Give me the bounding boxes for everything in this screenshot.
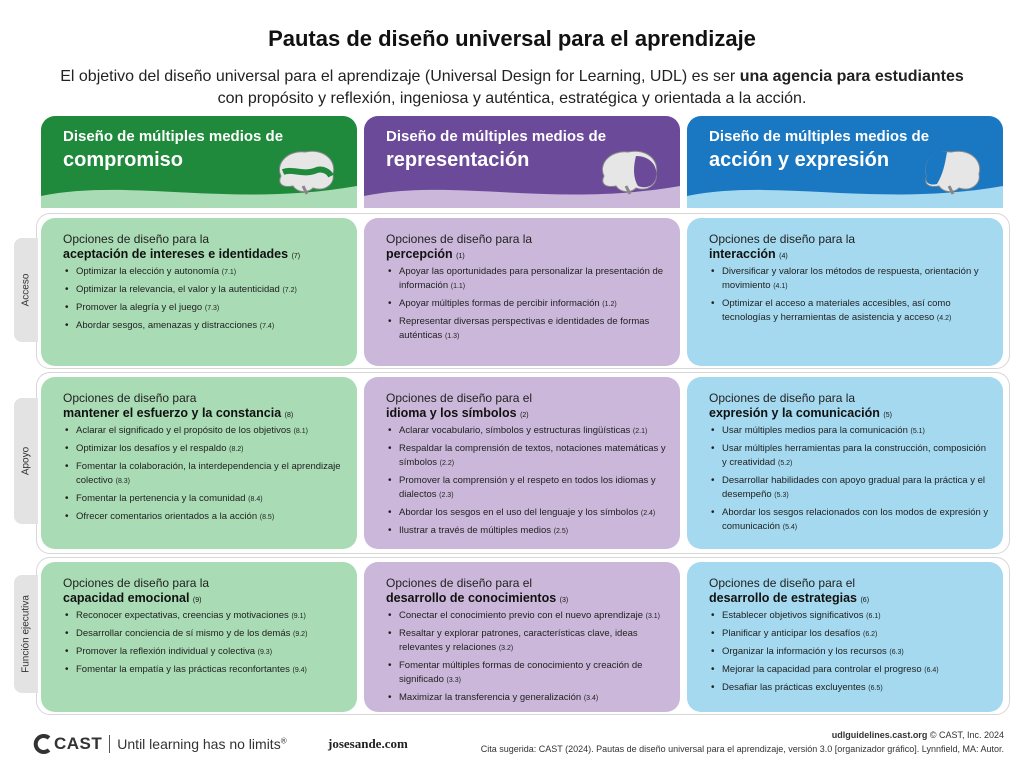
card-heading-text: percepción [386,247,453,261]
checkpoint-code: (6.3) [889,649,904,656]
checkpoint-text: Apoyar múltiples formas de percibir información [399,298,600,309]
checkpoint-code: (1.1) [450,283,466,290]
card-heading [386,406,670,420]
column-header-compromiso [41,116,357,208]
checkpoint-list [386,609,670,706]
checkpoint-item [63,510,347,525]
source-url[interactable]: udlguidelines.cast.org [831,730,928,740]
card-heading-number: (1) [456,253,465,260]
checkpoint-item [709,506,993,535]
card-heading [63,247,347,261]
card-heading-text: desarrollo de estrategias [709,591,857,605]
checkpoint-item [709,627,993,642]
card-heading-number: (5) [883,412,892,419]
checkpoint-text: Fomentar la colaboración, la interdependencia y el aprendizaje colectivo [76,461,341,486]
card-heading-number: (8) [284,412,294,419]
checkpoint-text: Abordar los sesgos relacionados con los modos de expresión y comunicación [722,507,989,532]
card-heading [63,406,347,420]
guideline-card-conocimientos [364,562,680,712]
checkpoint-text: Representar diversas perspectivas e identidades de formas auténticas [399,316,650,341]
row-label-apoyo [14,398,38,524]
citation-block [481,728,1004,756]
checkpoint-item [386,474,670,503]
checkpoint-list [386,424,670,539]
card-heading-number: (7) [291,253,301,260]
checkpoint-item [63,645,347,660]
guideline-card-expresion [687,377,1003,549]
card-intro: Opciones de diseño para el [386,391,533,405]
checkpoint-text: Maximizar la transferencia y generalización [399,692,582,703]
brain-icon [919,146,985,196]
row-label-acceso [14,238,38,342]
page-title: Pautas de diseño universal para el aprendizaje [268,26,756,51]
checkpoint-text: Desarrollar habilidades con apoyo gradual para la práctica y el desempeño [722,475,985,500]
checkpoint-item [709,297,993,326]
checkpoint-item [709,442,993,471]
card-heading-number: (9) [192,597,202,604]
checkpoint-code: (2.4) [640,510,656,517]
card-heading [386,247,670,261]
checkpoint-code: (8.4) [248,496,263,503]
card-heading [63,591,347,605]
checkpoint-code: (4.2) [936,315,952,322]
checkpoint-text: Planificar y anticipar los desafíos [722,628,861,639]
subtitle-post: con propósito y reflexión, ingeniosa y auténtica, estratégica y orientada a la acción. [217,90,807,107]
checkpoint-text: Abordar los sesgos en el uso del lenguaje y los símbolos [399,507,639,518]
checkpoint-text: Promover la alegría y el juego [76,302,203,313]
checkpoint-text: Optimizar la relevancia, el valor y la autenticidad [76,284,280,295]
checkpoint-text: Desafiar las prácticas excluyentes [722,682,866,693]
checkpoint-code: (9.1) [291,613,306,620]
checkpoint-code: (3.4) [583,695,599,702]
checkpoint-code: (8.2) [229,446,244,453]
card-heading [709,247,993,261]
column-header-big: representación [386,149,530,171]
column-header-small: Diseño de múltiples medios de [386,128,607,145]
checkpoint-list [709,424,993,535]
card-heading-text: desarrollo de conocimientos [386,591,557,605]
guideline-card-esfuerzo [41,377,357,549]
card-heading-number: (6) [860,597,870,604]
checkpoint-item [386,691,670,706]
copyright: © CAST, Inc. 2024 [929,730,1004,740]
checkpoint-item [63,627,347,642]
checkpoint-text: Diversificar y valorar los métodos de respuesta, orientación y movimiento [722,266,979,291]
checkpoint-item [386,659,670,688]
card-heading [709,591,993,605]
column-header-big: compromiso [63,149,184,171]
checkpoint-item [63,265,347,280]
checkpoint-item [63,460,347,489]
checkpoint-code: (8.3) [115,478,131,485]
card-intro: Opciones de diseño para [63,391,197,405]
card-intro: Opciones de diseño para la [709,391,856,405]
card-heading-number: (4) [779,253,788,260]
citation-text: Cita sugerida: CAST (2024). Pautas de diseño universal para el aprendizaje, versión 3.0 [organizador gráfico]. Lynnfield, MA: Autor. [480,744,1004,754]
checkpoint-list [709,265,993,326]
checkpoint-code: (1.2) [602,301,617,308]
checkpoint-item [386,609,670,624]
checkpoint-item [709,265,993,294]
checkpoint-item [386,524,670,539]
checkpoint-list [709,609,993,696]
checkpoint-list [63,609,347,678]
checkpoint-text: Fomentar la pertenencia y la comunidad [76,493,246,504]
checkpoint-code: (2.2) [439,460,455,467]
checkpoint-item [63,492,347,507]
guideline-card-capacidad-emocional [41,562,357,712]
row-label-funcion-ejecutiva [14,575,38,693]
card-heading-text: capacidad emocional [63,591,190,605]
checkpoint-text: Desarrollar conciencia de sí mismo y de los demás [76,628,291,639]
checkpoint-text: Mejorar la capacidad para controlar el progreso [722,664,922,675]
guideline-card-estrategias [687,562,1003,712]
checkpoint-text: Aclarar vocabulario, símbolos y estructuras lingüísticas [399,425,631,436]
guideline-card-interaccion [687,218,1003,366]
checkpoint-code: (8.5) [259,514,275,521]
card-heading-number: (2) [520,412,529,419]
row-label-text: Acceso [20,273,32,307]
card-heading-text: expresión y la comunicación [709,406,880,420]
row-label-text: Apoyo [20,446,32,476]
checkpoint-item [63,442,347,457]
card-heading [386,591,670,605]
checkpoint-text: Establecer objetivos significativos [722,610,864,621]
checkpoint-item [63,663,347,678]
checkpoint-text: Resaltar y explorar patrones, características clave, ideas relevantes y relaciones [399,628,638,653]
card-intro: Opciones de diseño para la [709,232,856,246]
checkpoint-text: Ofrecer comentarios orientados a la acción [76,511,258,522]
checkpoint-code: (9.2) [293,631,308,638]
checkpoint-item [386,506,670,521]
checkpoint-code: (3.2) [498,645,514,652]
trademark-sign: ® [280,736,287,746]
checkpoint-item [709,681,993,696]
logo-divider [109,735,110,753]
checkpoint-code: (5.2) [777,460,793,467]
checkpoint-code: (7.2) [282,287,297,294]
checkpoint-code: (9.3) [257,649,273,656]
checkpoint-text: Fomentar la empatía y las prácticas reconfortantes [76,664,290,675]
cast-logo [32,732,287,756]
subtitle-bold: una agencia para estudiantes [739,68,964,85]
checkpoint-text: Apoyar las oportunidades para personalizar la presentación de información [399,266,664,291]
checkpoint-item [63,609,347,624]
column-header-big: acción y expresión [709,149,890,171]
checkpoint-item [709,424,993,439]
guideline-card-idioma [364,377,680,549]
checkpoint-item [386,315,670,344]
row-label-text: Función ejecutiva [20,595,32,673]
cast-brand: CAST [54,734,103,753]
checkpoint-code: (8.1) [293,428,308,435]
checkpoint-item [709,663,993,678]
card-intro: Opciones de diseño para el [386,576,533,590]
checkpoint-code: (6.5) [868,685,883,692]
site-credit: josesande.com [328,736,408,751]
checkpoint-text: Usar múltiples herramientas para la construcción, composición y creatividad [722,443,987,468]
checkpoint-item [386,265,670,294]
checkpoint-item [386,627,670,656]
checkpoint-code: (5.4) [782,524,798,531]
checkpoint-code: (3.3) [446,677,461,684]
checkpoint-text: Optimizar la elección y autonomía [76,266,220,277]
checkpoint-text: Optimizar el acceso a materiales accesibles, así como tecnologías y herramientas de asistencia y acceso [722,298,951,323]
card-intro: Opciones de diseño para la [63,232,210,246]
checkpoint-item [63,301,347,316]
card-heading-text: interacción [709,247,776,261]
checkpoint-text: Usar múltiples medios para la comunicación [722,425,908,436]
brain-icon [596,146,662,196]
checkpoint-text: Aclarar el significado y el propósito de los objetivos [76,425,291,436]
checkpoint-item [386,424,670,439]
checkpoint-code: (4.1) [773,283,788,290]
checkpoint-item [386,297,670,312]
checkpoint-code: (5.3) [774,492,789,499]
checkpoint-code: (7.3) [204,305,220,312]
checkpoint-text: Organizar la información y los recursos [722,646,887,657]
cast-logo-icon [32,733,54,755]
cast-tagline [117,736,286,752]
column-header-representacion [364,116,680,208]
checkpoint-text: Promover la comprensión y el respeto en todos los idiomas y dialectos [399,475,656,500]
column-header-accion-expresion [687,116,1003,208]
card-heading-number: (3) [559,597,569,604]
checkpoint-code: (6.2) [862,631,878,638]
cast-tagline-text: Until learning has no limits [117,736,281,752]
checkpoint-text: Abordar sesgos, amenazas y distracciones [76,320,258,331]
checkpoint-code: (6.4) [924,667,939,674]
checkpoint-list [63,265,347,334]
checkpoint-item [386,442,670,471]
checkpoint-item [63,424,347,439]
checkpoint-code: (2.3) [439,492,454,499]
checkpoint-text: Promover la reflexión individual y colectiva [76,646,255,657]
checkpoint-code: (5.1) [910,428,925,435]
checkpoint-code: (9.4) [292,667,307,674]
checkpoint-list [63,424,347,525]
card-intro: Opciones de diseño para la [386,232,533,246]
checkpoint-text: Ilustrar a través de múltiples medios [399,525,552,536]
guideline-card-aceptacion [41,218,357,366]
card-heading [709,406,993,420]
checkpoint-text: Reconocer expectativas, creencias y motivaciones [76,610,289,621]
guideline-card-percepcion [364,218,680,366]
subtitle-pre: El objetivo del diseño universal para el aprendizaje (Universal Design for Learning, UDL) es ser [60,68,740,85]
brain-icon [273,146,339,196]
card-intro: Opciones de diseño para la [63,576,210,590]
checkpoint-text: Respaldar la comprensión de textos, notaciones matemáticas y símbolos [399,443,666,468]
card-heading-text: mantener el esfuerzo y la constancia [63,406,282,420]
card-intro: Opciones de diseño para el [709,576,856,590]
checkpoint-text: Fomentar múltiples formas de conocimiento y creación de significado [399,660,643,685]
checkpoint-list [386,265,670,344]
checkpoint-code: (3.1) [645,613,661,620]
checkpoint-item [63,283,347,298]
checkpoint-code: (7.1) [221,269,237,276]
checkpoint-code: (1.3) [444,333,460,340]
checkpoint-item [709,645,993,660]
checkpoint-text: Optimizar los desafíos y el respaldo [76,443,227,454]
checkpoint-item [709,474,993,503]
checkpoint-item [709,609,993,624]
checkpoint-code: (2.5) [553,528,569,535]
checkpoint-code: (6.1) [866,613,881,620]
checkpoint-text: Conectar el conocimiento previo con el nuevo aprendizaje [399,610,643,621]
column-header-small: Diseño de múltiples medios de [709,128,930,145]
card-heading-text: aceptación de intereses e identidades [63,247,289,261]
checkpoint-code: (7.4) [259,323,275,330]
column-header-small: Diseño de múltiples medios de [63,128,284,145]
card-heading-text: idioma y los símbolos [386,406,517,420]
checkpoint-item [63,319,347,334]
checkpoint-code: (2.1) [632,428,648,435]
page-subtitle [40,66,984,110]
